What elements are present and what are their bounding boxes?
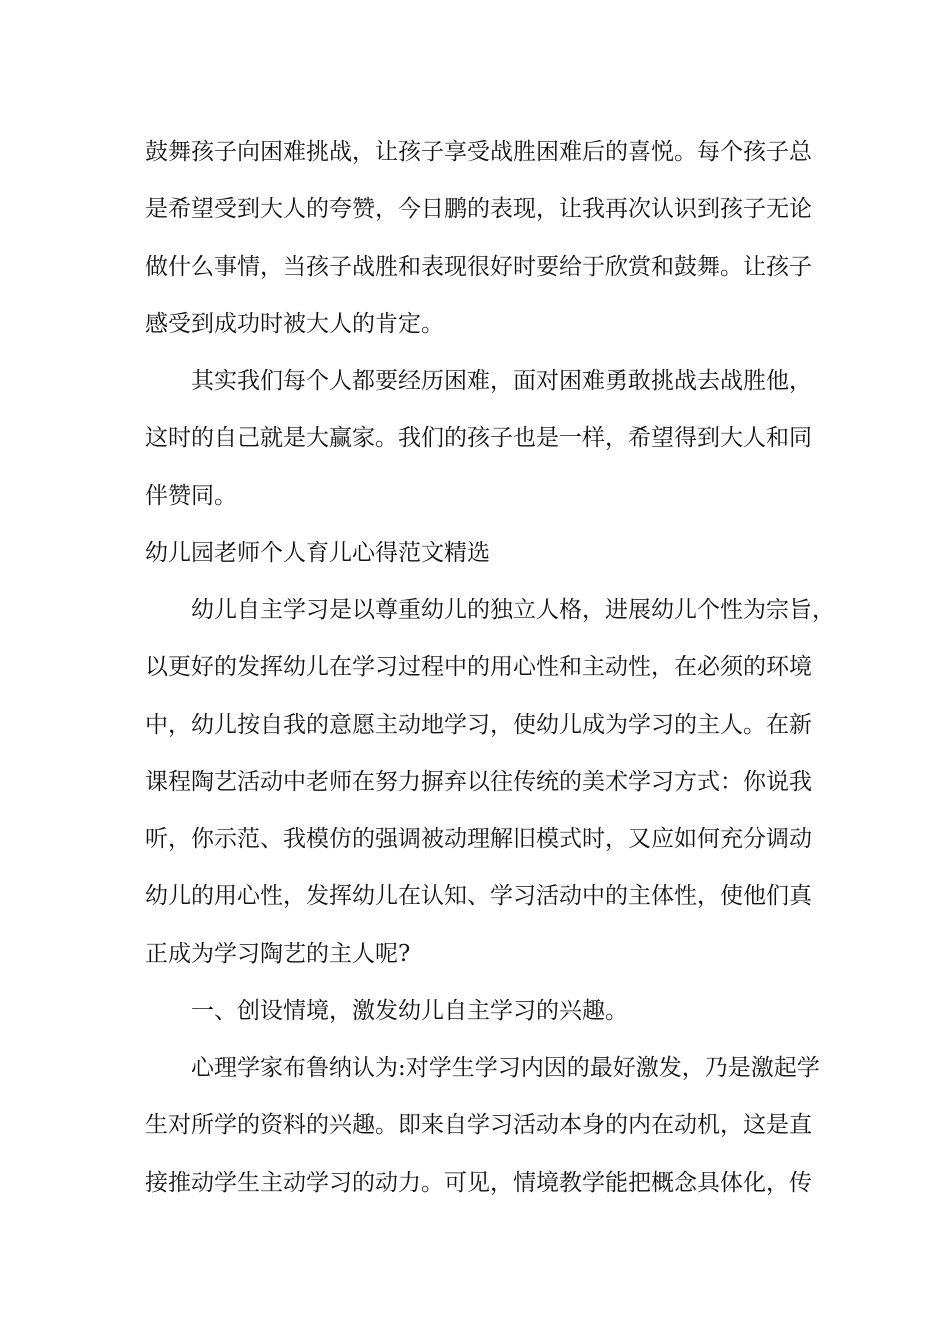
paragraph-line: 鼓舞孩子向困难挑战，让孩子享受战胜困难后的喜悦。每个孩子总 xyxy=(145,139,812,165)
paragraph-line: 做什么事情，当孩子战胜和表现很好时要给于欣赏和鼓舞。让孩子 xyxy=(145,253,812,280)
paragraph-line: 生对所学的资料的兴趣。即来自学习活动本身的内在动机，这是直 xyxy=(145,1112,812,1139)
paragraph-line: 伴赞同。 xyxy=(145,482,237,509)
paragraph-line: 是希望受到大人的夸赞，今日鹏的表现，让我再次认识到孩子无论 xyxy=(145,196,812,223)
paragraph-line: 一、创设情境，激发幼儿自主学习的兴趣。 xyxy=(191,998,628,1024)
paragraph-line: 接推动学生主动学习的动力。可见，情境教学能把概念具体化，传 xyxy=(145,1169,812,1196)
paragraph-3 xyxy=(145,582,835,983)
paragraph-2 xyxy=(145,353,810,525)
paragraph-line: 幼儿的用心性，发挥幼儿在认知、学习活动中的主体性，使他们真 xyxy=(145,883,812,910)
paragraph-line: 正成为学习陶艺的主人呢? xyxy=(145,940,411,967)
paragraph-line: 以更好的发挥幼儿在学习过程中的用心性和主动性，在必须的环境 xyxy=(145,654,812,681)
paragraph-4 xyxy=(145,983,810,1040)
paragraph-line: 感受到成功时被大人的肯定。 xyxy=(145,310,444,337)
section-heading-text: 幼儿园老师个人育儿心得范文精选 xyxy=(145,540,490,566)
paragraph-line: 心理学家布鲁纳认为:对学生学习内因的最好激发，乃是激起学 xyxy=(191,1055,820,1081)
paragraph-line: 这时的自己就是大赢家。我们的孩子也是一样，希望得到大人和同 xyxy=(145,425,812,452)
paragraph-line: 听，你示范、我模仿的强调被动理解旧模式时，又应如何充分调动 xyxy=(145,826,812,853)
paragraph-5 xyxy=(145,1040,820,1212)
section-heading xyxy=(145,525,810,582)
paragraph-1 xyxy=(145,124,810,353)
paragraph-line: 中，幼儿按自我的意愿主动地学习，使幼儿成为学习的主人。在新 xyxy=(145,711,812,738)
paragraph-line: 课程陶艺活动中老师在努力摒弃以往传统的美术学习方式：你说我 xyxy=(145,768,812,795)
paragraph-line: 其实我们每个人都要经历困难，面对困难勇敢挑战去战胜他， xyxy=(191,368,812,394)
paragraph-line: 幼儿自主学习是以尊重幼儿的独立人格，进展幼儿个性为宗旨， xyxy=(191,597,835,623)
